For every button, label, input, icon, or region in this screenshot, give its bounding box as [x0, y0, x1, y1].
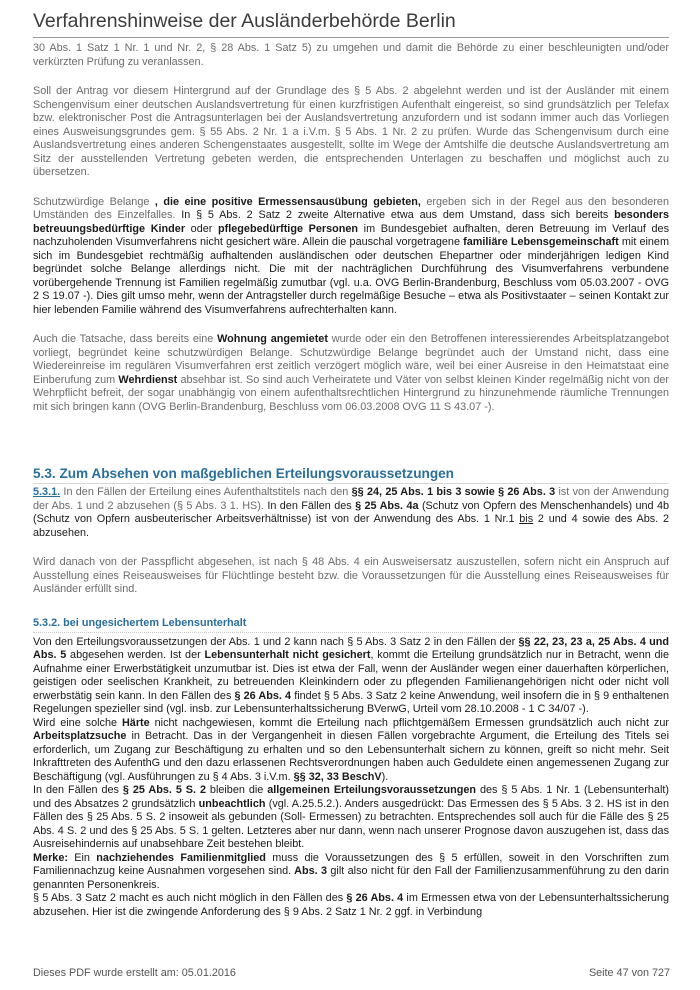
text-run: abgesehen werden. Ist der [66, 649, 201, 661]
text-run: Auch die Tatsache, dass bereits eine [33, 333, 214, 345]
text-run: In den Fällen des [263, 499, 352, 512]
text-run: nicht nachgewiesen, kommt die Erteilung nach pflichtgemäßem Ermessen grundsätzlich auch nicht zur [149, 716, 669, 729]
paragraph-schutzwuerdige-belange [33, 196, 669, 318]
footer-created-date: Dieses PDF wurde erstellt am: 05.01.2016 [33, 967, 236, 979]
text-run: im Bundesgebiet aufhalten, deren Betreuung im Verlauf des nachzuholenden Visumverfahrens nicht gesichert wäre. Allein die pauschal vorgetragene [33, 222, 669, 248]
footer-page-number: Seite 47 von 727 [588, 967, 670, 979]
document-body [33, 42, 669, 919]
text-run: absehbar ist. So sind auch Verheiratete und Väter von selbst kleinen Kinder regelmäßig nicht von der Wehrpflicht befreit, der sogar unabhängig von einem aufenthaltsrechtlichen Hintergrund zu hinzunehmende räumliche Trennungen mit sich bringen kann (OVG Berlin-Brandenburg, Beschluss vom 06.03.2008 OVG 11 S 43.07 -). [33, 373, 669, 413]
text-run: ). [381, 770, 389, 783]
bold-run: Wohnung angemietet [213, 333, 328, 345]
subsection-number: 5.3. [33, 616, 52, 629]
text-run: in Betracht. Das in der Vergangenheit in diesen Fällen vorgebrachte Argument, die Erteilung des Titels sei erforderlich, um Zugang zur Beschäftigung zu erhalten und so den Lebensunterhalt sichern zu können, greift so nicht mehr. Seit Inkrafttreten des AufenthG und den dazu erlassenen Rechtsverordnungen haben auch Geduldete einen angemessenen Zugang zur Beschäftigung (vgl. Ausführungen zu § 4 Abs. 3 i.V.m. [33, 730, 669, 783]
paragraph-haerte [33, 717, 669, 785]
paragraph-25-abs-5 [33, 784, 669, 852]
text-run: , kommt die Erteilung grundsätzlich nur in Betracht, wenn die Aufnahme einer Erwerbstätigkeit unzumutbar ist. Dies ist etwa der Fall, wenn der Ausländer wegen einer dauerhaften körperlichen, geistigen oder seelischen Krankheit, zu betreuenden Kleinkindern oder zu pflegenden Familienangehörigen nicht oder nicht voll erwerbstätig sein kann. In den Fällen des [33, 649, 669, 702]
subsection-title: 2. bei ungesichertem Lebensunterhalt [51, 616, 247, 629]
subsection-number: 5.3.1. [33, 486, 61, 498]
bold-run: besonders betreuungsbedürftige Kinder [33, 209, 669, 235]
paragraph-schengen: Soll der Antrag vor diesem Hintergrund auf der Grundlage des § 5 Abs. 2 abgelehnt werden und ist der Ausländer mit einem Schengenvisum einer deutschen Auslandsvertretung für einen kurzfristigen Aufenthalt eingereist, so sind grundsätzlich per Telefax bzw. elektronischer Post die Antragsunterlagen bei der Auslandsvertretung anzufordern und ist sodann immer auch das Vorliegen eines Ausweisungsgrundes gem. § 55 Abs. 2 Nr. 1 a i.V.m. § 5 Abs. 1 Nr. 2 zu prüfen. Wurde das Schengenvisum durch eine Auslandsvertretung eines anderen Schengenstaates ausgestellt, sollte im Wege der Amtshilfe die deutsche Auslandsvertretung am Sitz der ausstellenden Vertretung gebeten werden, die entsprechenden Unterlagen zu beschaffen und möglichst auch zu übersetzen. [33, 85, 669, 178]
text-run: mit einem sich im Bundesgebiet rechtmäßig aufhaltenden ausländischen oder deutschen Ehepartner oder minderjährigen ledigen Kind begründet solche Belange allerdings nicht. Die mit der nachträglichen Durchführung des Visumverfahrens verbundene vorübergehende Trennung ist Familien regelmäßig zumutbar (vgl. u.a. OVG Berlin-Brandenburg, Beschluss vom 05.03.2007 - OVG 2 S 19.07 -). Dies gilt umso mehr, wenn der Antragsteller durch regelmäßige Besuche – etwa als Positivstaater – seinen Kontakt zur hier lebenden Familie während des Visumverfahrens aufrechterhalten kann. [33, 236, 669, 316]
paragraph-5-3-1 [33, 486, 669, 540]
bold-run: Lebensunterhalt nicht gesichert [200, 649, 371, 661]
text-run: gilt also nicht für den Fall der Familienzusammenführung zu den darin genannten Personenkreis. [33, 865, 669, 891]
text-run: In § 5 Abs. 2 Satz 2 zweite Alternative etwa aus dem Umstand, dass sich bereits [175, 209, 609, 221]
bold-run: § 25 Abs. 5 S. 2 [118, 784, 206, 796]
paragraph-continuation: 30 Abs. 1 Satz 1 Nr. 1 und Nr. 2, § 28 Abs. 1 Satz 5) zu umgehen und damit die Behörde zu einer beschleunigten und/oder verkürzten Prüfung zu veranlassen. [33, 42, 669, 68]
paragraph-merke [33, 852, 669, 893]
text-run: oder [185, 222, 213, 235]
bold-run: § 26 Abs. 4 [343, 892, 404, 904]
text-run: Wird eine solche [33, 716, 118, 729]
paragraph-26-abs-4 [33, 892, 669, 919]
paragraph-passpflicht: Wird danach von der Passpflicht abgesehen, ist nach § 48 Abs. 4 ein Ausweisersatz auszustellen, sofern nicht ein Anspruch auf Ausstellung eines Reiseausweises für Flüchtlinge besteht bzw. die Voraussetzungen für die Ausstellung eines Reiseausweises für Ausländer erfüllt sind. [33, 556, 669, 595]
paragraph-wohnung-wehrdienst [33, 333, 669, 414]
page-title: Verfahrenshinweise der Ausländerbehörde Berlin [33, 10, 456, 32]
text-run: In den Fällen der Erteilung eines Aufenthaltstitels nach den [60, 486, 349, 498]
bold-run: unbeachtlich [195, 797, 266, 810]
bold-run: Merke: [33, 851, 68, 864]
text-run: des § 5 Abs. 1 Nr. 1 (Lebensunterhalt) und des Absatzes 2 grundsätzlich [33, 784, 669, 810]
text-run: (Schutz von Opfern des Menschenhandels) und 4b (Schutz von Opfern ausbeuterischer Arbeitsverhältnisse) ist von der Anwendung des Abs. 1 Nr.1 [33, 499, 670, 525]
text-run: wurde oder ein den Betroffenen interessierendes Arbeitsplatzangebot vorliegt, begründet keine schutzwürdigen Belange. Schutzwürdige Belange begründet auch der Umstand nicht, dass eine Wiedereinreise im regulären Visumverfahren erst zeitlich verzögert möglich wäre, weil bei einer Ausreise in den Heimatstaat eine Einberufung zum [33, 333, 669, 386]
bold-run: Arbeitsplatzsuche [33, 730, 127, 742]
bold-run: Abs. 3 [291, 865, 328, 877]
bold-run: §§ 22, 23, 23 a, 25 Abs. 4 und Abs. 5 [33, 635, 669, 661]
text-run: findet § 5 Abs. 3 Satz 2 keine Anwendung, weil insofern die in § 9 enthaltenen Regelungen spezieller sind (vgl. insb. zur Lebensunterhaltssicherung BVerwG, Urteil vom 28.10.2008 - 1 C 34/07 -). [33, 689, 669, 715]
text-run: (vgl. A.25.5.2.). Anders ausgedrückt: Das Ermessen des § 5 Abs. 3 2. HS ist in den Fällen des § 25 Abs. 5 S. 2 insoweit als gebunden (Soll- Ermessen) zu betrachten. Entsprechendes soll auch für die Fälle des § 25 Abs. 4 S. 2 und des § 25 Abs. 5 S. 1 gelten. Letzteres aber nur dann, wenn nach unserer Prognose davon auszugehen ist, dass das Ausreisehindernis auf unabsehbare Zeit bestehen bleibt. [33, 797, 669, 850]
text-run: im Ermessen etwa von der Lebensunterhaltssicherung abzusehen. Hier ist die zwingende Anforderung des § 9 Abs. 2 Satz 1 Nr. 2 ggf. in Verbindung [33, 892, 669, 918]
title-divider [33, 37, 669, 38]
text-run: ist von der Anwendung der Abs. 1 und 2 abzusehen (§ 5 Abs. 3 1. HS). [33, 486, 669, 512]
bold-run: , die eine positive Ermessensausübung gebieten, [149, 195, 421, 208]
text-run: Schutzwürdige Belange [33, 195, 150, 208]
text-run: ergeben sich in der Regel aus den besonderen Umständen des Einzelfalles. [33, 195, 669, 221]
bold-run: §§ 32, 33 BeschV [290, 770, 382, 783]
text-run: Von den Erteilungsvoraussetzungen der Abs. 1 und 2 kann nach § 5 Abs. 3 Satz 2 in den Fällen der [33, 635, 516, 648]
text-run: Ein [67, 851, 90, 864]
bold-run: pflegebedürftige Personen [212, 222, 359, 235]
section-heading-5-3: 5.3. Zum Absehen von maßgeblichen Erteilungsvoraussetzungen [33, 466, 669, 484]
bold-run: §§ 24, 25 Abs. 1 bis 3 sowie § 26 Abs. 3 [348, 486, 556, 498]
text-run: § 5 Abs. 3 Satz 2 macht es auch nicht möglich in den Fällen des [33, 892, 344, 904]
bold-run: familiäre Lebensgemeinschaft [459, 236, 619, 248]
bold-run: nachziehendes Familienmitglied [89, 851, 266, 864]
bold-run: allgemeinen Erteilungsvoraussetzungen [263, 784, 477, 796]
underlined-run: bis [519, 513, 534, 525]
bold-run: Wehrdienst [115, 373, 178, 386]
subsection-heading-5-3-2 [33, 617, 669, 633]
text-run: bleiben die [206, 784, 264, 796]
paragraph-lebensunterhalt [33, 636, 669, 717]
text-run: In den Fällen des [33, 784, 119, 796]
bold-run: § 25 Abs. 4a [351, 499, 419, 512]
text-run: muss die Voraussetzungen des § 5 erfüllen, soweit in den Vorschriften zum Familiennachzug keine Ausnahmen vorgesehen sind. [33, 851, 670, 877]
bold-run: § 26 Abs. 4 [231, 689, 292, 702]
bold-run: Härte [117, 716, 150, 729]
text-run: 2 und 4 sowie des Abs. 2 abzusehen. [33, 513, 669, 539]
